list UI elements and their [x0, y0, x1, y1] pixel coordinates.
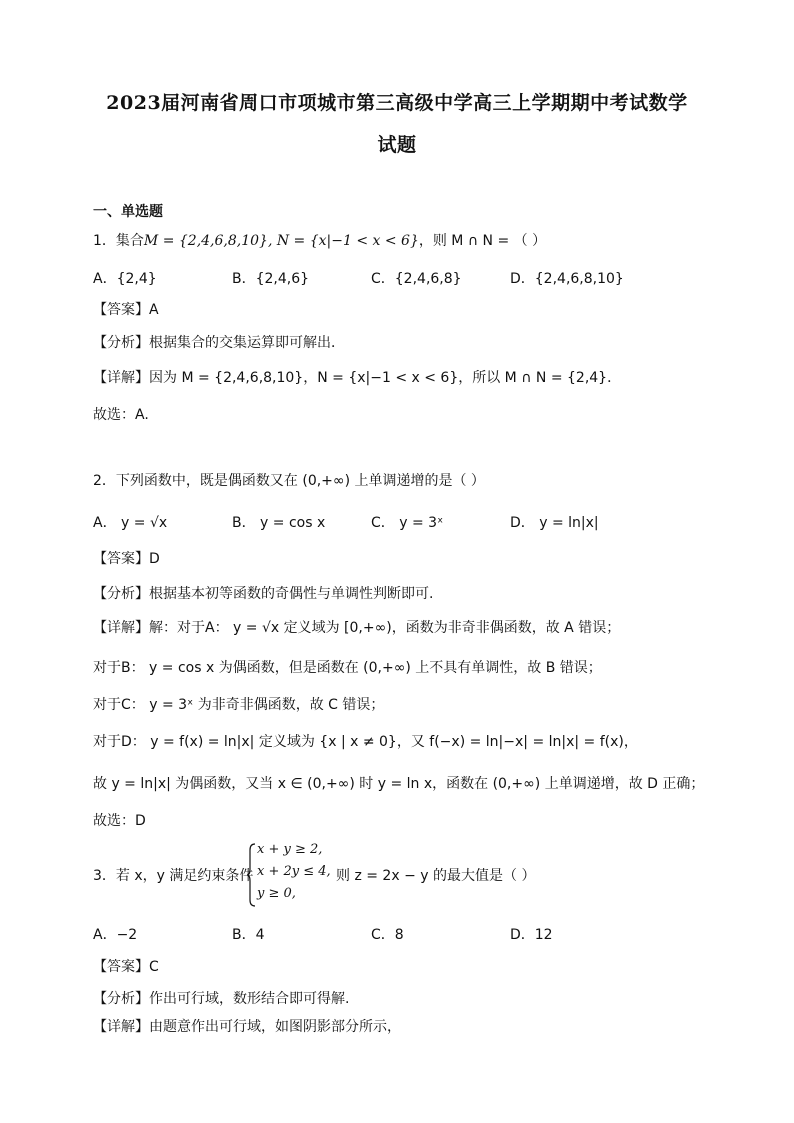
q3-constraint-2: x + 2y ≤ 4,: [257, 864, 331, 879]
answer-tag: 【答案】: [93, 551, 149, 567]
q3-option-a: A．−2: [93, 927, 138, 943]
q2-detail-2: 对于B： y = cos x 为偶函数，但是函数在 (0,+∞) 上不具有单调性，故 B 错误；: [93, 660, 602, 676]
q2-analysis-text: 根据基本初等函数的奇偶性与单调性判断即可.: [149, 586, 434, 602]
q1-option-c: C．{2,4,6,8}: [371, 271, 462, 287]
q3-stem-suffix: 则 z = 2x − y 的最大值是（ ）: [336, 868, 536, 884]
q1-option-d: D．{2,4,6,8,10}: [510, 271, 624, 287]
q3-detail: [93, 1016, 401, 1038]
q2-detail-4: 对于D： y = f(x) = ln|x| 定义域为 {x | x ≠ 0}，又 f(−x) = ln|−x| = ln|x| = f(x)，: [93, 734, 638, 750]
q2-stem: 2．下列函数中，既是偶函数又在 (0,+∞) 上单调递增的是（ ）: [93, 473, 485, 489]
q3-constraint-1: x + y ≥ 2,: [257, 842, 323, 857]
q3-answer: [93, 956, 159, 978]
detail-tag: 【详解】: [93, 370, 149, 386]
q1-stem-math: M = {2,4,6,8,10}, N = {x|−1 < x < 6}: [143, 233, 419, 249]
document-title-continued: 试题: [377, 134, 417, 156]
detail-tag: 【详解】: [93, 620, 149, 636]
answer-tag: 【答案】: [93, 959, 149, 975]
q3-answer-value: C: [149, 959, 159, 975]
q3-constraint-3: y ≥ 0,: [257, 886, 296, 901]
detail-tag: 【详解】: [93, 1019, 149, 1035]
section-heading: 一、单选题: [93, 204, 163, 220]
q3-option-d: D．12: [510, 927, 553, 943]
answer-tag: 【答案】: [93, 302, 149, 318]
analysis-tag: 【分析】: [93, 991, 149, 1007]
q2-analysis: [93, 583, 433, 605]
q1-option-a: A．{2,4}: [93, 271, 157, 287]
left-brace-icon: [247, 842, 257, 908]
q3-option-c: C．8: [371, 927, 404, 943]
analysis-tag: 【分析】: [93, 586, 149, 602]
q1-stem: [93, 230, 546, 252]
q1-answer-value: A: [149, 302, 159, 318]
q2-option-b: B． y = cos x: [232, 515, 326, 531]
q3-stem-prefix: 3．若 x，y 满足约束条件: [93, 868, 254, 884]
q1-analysis: [93, 332, 345, 354]
q1-stem-suffix: ，则 M ∩ N = （ ）: [418, 233, 547, 249]
q1-detail-text: 因为 M = {2,4,6,8,10}，N = {x|−1 < x < 6}，所以 M ∩ N = {2,4}．: [149, 370, 622, 386]
q2-detail-3: 对于C： y = 3ˣ 为非奇非偶函数，故 C 错误；: [93, 697, 385, 713]
q1-detail: [93, 367, 621, 389]
q1-option-b: B．{2,4,6}: [232, 271, 310, 287]
q2-detail-1: [93, 617, 620, 639]
q1-analysis-text: 根据集合的交集运算即可解出．: [149, 335, 345, 351]
q2-option-c: C． y = 3ˣ: [371, 515, 444, 531]
q1-answer: [93, 299, 159, 321]
q2-answer-value: D: [149, 551, 160, 567]
q3-analysis: [93, 988, 349, 1010]
q2-option-a: A． y = √x: [93, 515, 168, 531]
analysis-tag: 【分析】: [93, 335, 149, 351]
q2-answer: [93, 548, 160, 570]
document-title: 2023届河南省周口市项城市第三高级中学高三上学期期中考试数学: [106, 92, 688, 114]
q1-choice: 故选：A.: [93, 407, 149, 423]
q2-detail-5: 故 y = ln|x| 为偶函数，又当 x ∈ (0,+∞) 时 y = ln x，函数在 (0,+∞) 上单调递增，故 D 正确；: [93, 776, 705, 792]
q2-option-d: D． y = ln|x|: [510, 515, 599, 531]
q3-analysis-text: 作出可行域，数形结合即可得解.: [149, 991, 350, 1007]
q2-detail-text-1: 解：对于A： y = √x 定义域为 [0,+∞)，函数为非奇非偶函数，故 A 错误；: [149, 620, 621, 636]
q1-stem-prefix: 1．集合: [93, 233, 144, 249]
q3-detail-text: 由题意作出可行域，如图阴影部分所示，: [149, 1019, 401, 1035]
q2-choice: 故选：D: [93, 813, 146, 829]
q3-option-b: B．4: [232, 927, 265, 943]
q3-constraint-system: [247, 842, 337, 908]
